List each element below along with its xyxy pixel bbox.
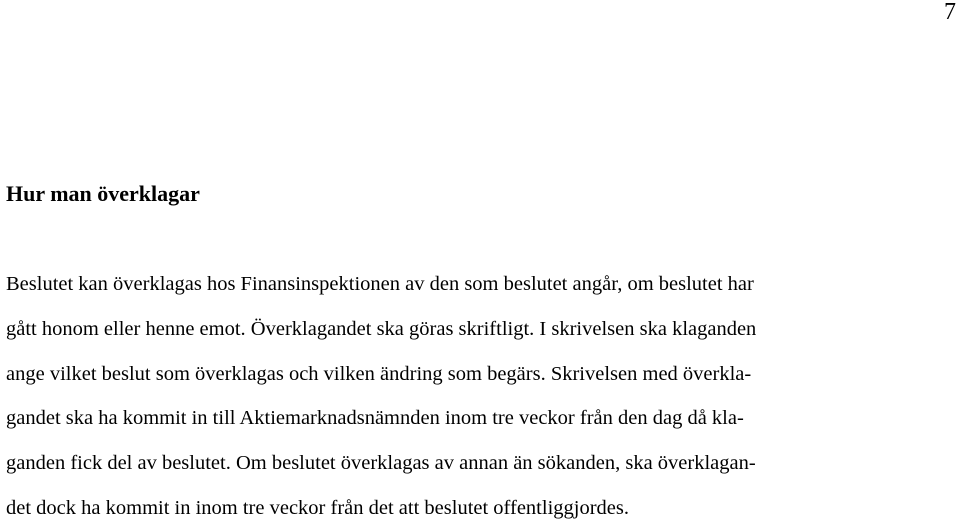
paragraph-line: gandet ska ha kommit in till Aktiemarknadsnämnden inom tre veckor från den dag då kla- — [6, 407, 744, 430]
paragraph-line: Beslutet kan överklagas hos Finansinspektionen av den som beslutet angår, om beslutet har — [6, 273, 754, 295]
page-number: 7 — [944, 0, 956, 25]
paragraph-line: gått honom eller henne emot. Överklagandet ska göras skriftligt. I skrivelsen ska klaganden — [6, 317, 757, 340]
paragraph-line: det dock ha kommit in inom tre veckor från det att beslutet offentliggjordes. — [6, 496, 629, 519]
appeal-paragraph — [6, 262, 756, 519]
section-heading: Hur man överklagar — [6, 181, 200, 206]
paragraph-line: ganden fick del av beslutet. Om beslutet överklagas av annan än sökanden, ska överklagan- — [6, 452, 756, 475]
paragraph-line: ange vilket beslut som överklagas och vilken ändring som begärs. Skrivelsen med överkla- — [6, 362, 752, 385]
